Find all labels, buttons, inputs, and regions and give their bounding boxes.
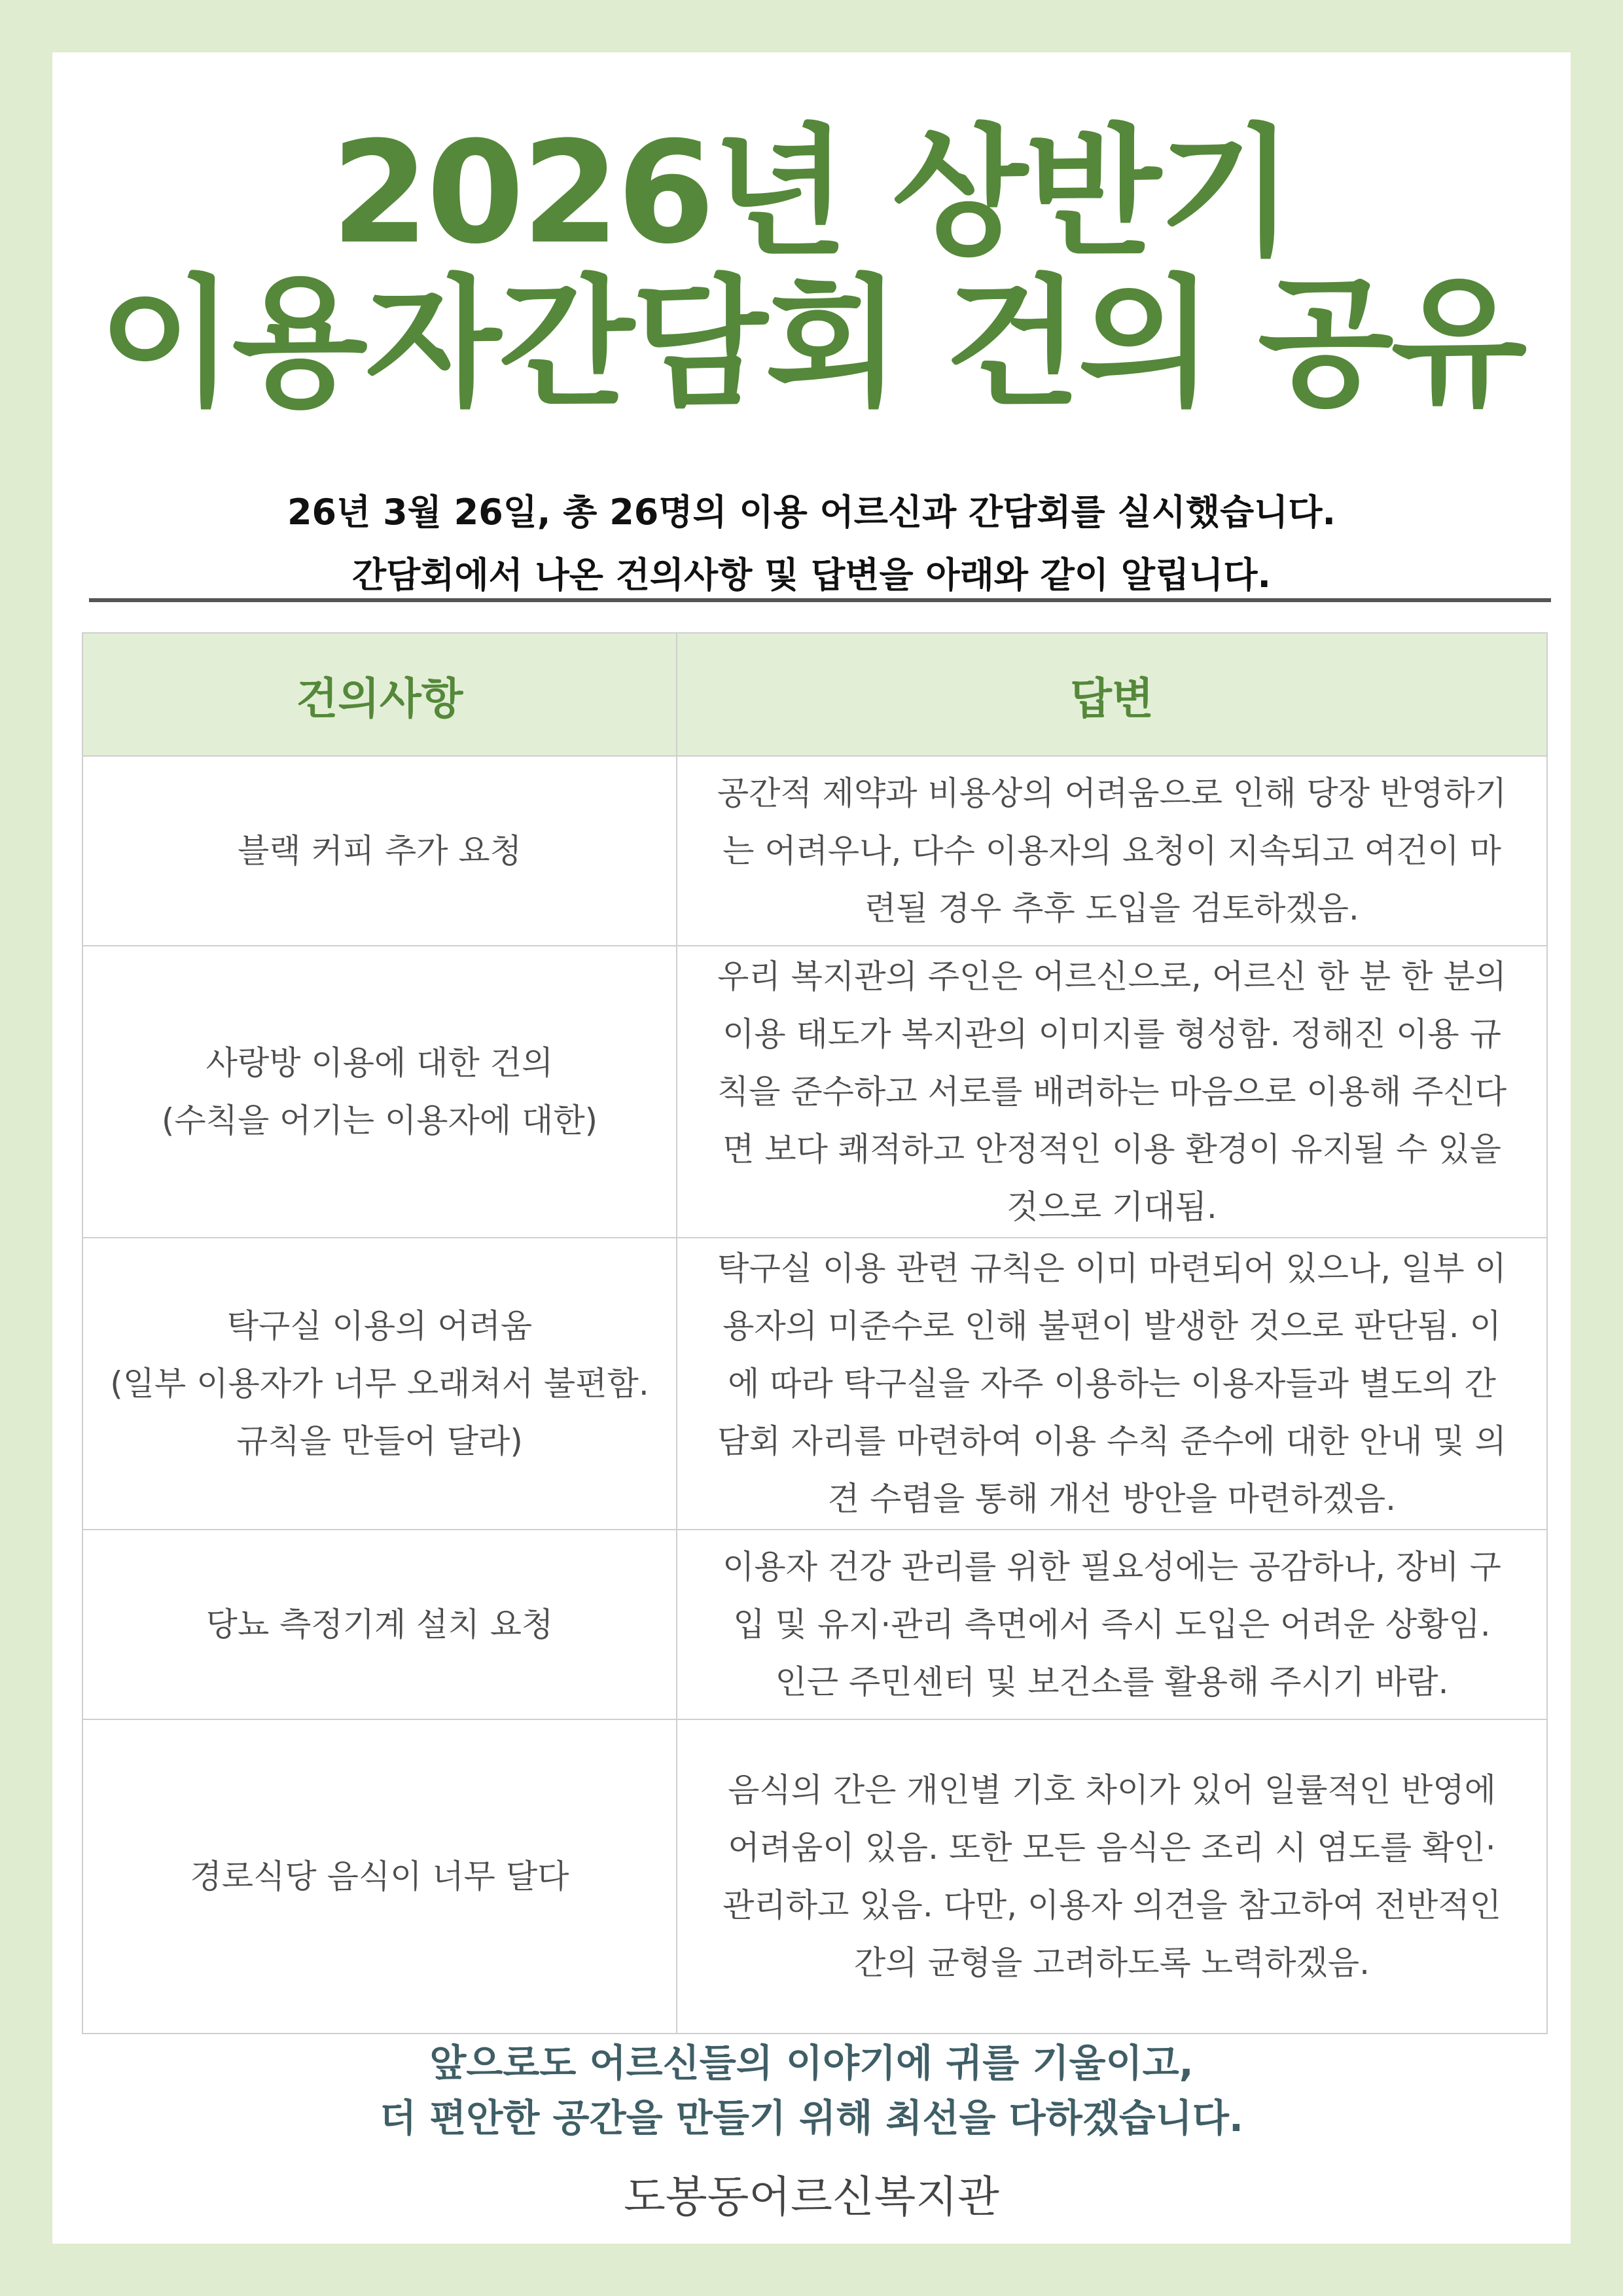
notice-sheet: [52, 52, 1571, 2244]
answer-line: 견 수렴을 통해 개선 방안을 마련하겠음.: [827, 1480, 1397, 1518]
answer-line: 는 어려우나, 다수 이용자의 요청이 지속되고 여건이 마: [722, 832, 1501, 870]
suggestion-line: (수칙을 어기는 이용자에 대한): [161, 1102, 598, 1139]
table-row: [82, 1719, 1547, 2034]
suggestion-line: 탁구실 이용의 어려움: [226, 1307, 533, 1345]
closing-line-2: 더 편안한 공간을 만들기 위해 최선을 다하겠습니다.: [380, 2096, 1243, 2140]
answer-line: 이용자 건강 관리를 위한 필요성에는 공감하나, 장비 구: [722, 1548, 1501, 1586]
answer-line: 담회 자리를 마련하여 이용 수칙 준수에 대한 안내 및 의: [717, 1422, 1507, 1460]
organization-name: 도봉동어르신복지관: [624, 2172, 999, 2222]
table-row: [82, 1530, 1547, 1719]
answer-line: 칙을 준수하고 서로를 배려하는 마음으로 이용해 주신다: [717, 1073, 1507, 1111]
suggestion-line: 규칙을 만들어 달라): [236, 1422, 523, 1460]
suggestion-table: [82, 632, 1548, 2034]
suggestion-line: (일부 이용자가 너무 오래쳐서 불편함.: [110, 1365, 649, 1403]
answer-line: 용자의 미준수로 인해 불편이 발생한 것으로 판단됨. 이: [722, 1307, 1501, 1345]
intro-line-2: 간담회에서 나온 건의사항 및 답변을 아래와 같이 알립니다.: [351, 554, 1272, 596]
answer-line: 이용 태도가 복지관의 이미지를 형성함. 정해진 이용 규: [722, 1015, 1501, 1053]
suggestion-line: 경로식당 음식이 너무 달다: [190, 1857, 569, 1895]
header-answer: 답변: [677, 633, 1547, 756]
divider: [89, 598, 1551, 602]
answer-line: 우리 복지관의 주인은 어르신으로, 어르신 한 분 한 분의: [717, 958, 1507, 996]
title-line-2: 이용자간담회 건의 공유: [98, 261, 1525, 425]
suggestion-line: 블랙 커피 추가 요청: [237, 832, 522, 870]
intro-text: [52, 481, 1571, 607]
table-header-row: [82, 633, 1547, 756]
answer-line: 면 보다 쾌적하고 안정적인 이용 환경이 유지될 수 있을: [722, 1130, 1501, 1168]
answer-line: 음식의 간은 개인별 기호 차이가 있어 일률적인 반영에: [728, 1771, 1496, 1809]
answer-cell: [677, 1238, 1547, 1530]
answer-line: 관리하고 있음. 다만, 이용자 의견을 참고하여 전반적인: [722, 1886, 1501, 1924]
table-row: [82, 946, 1547, 1238]
suggestion-line: 당뇨 측정기계 설치 요청: [205, 1605, 554, 1643]
closing-line-1: 앞으로도 어르신들의 이야기에 귀를 기울이고,: [429, 2041, 1194, 2085]
suggestion-cell: [82, 946, 677, 1238]
answer-line: 것으로 기대됨.: [1007, 1188, 1217, 1226]
suggestion-cell: [82, 756, 677, 946]
header-suggestion: 건의사항: [82, 633, 677, 756]
answer-line: 탁구실 이용 관련 규칙은 이미 마련되어 있으나, 일부 이: [717, 1249, 1507, 1287]
suggestion-cell: [82, 1719, 677, 2034]
title-line-1: 2026년 상반기: [331, 111, 1292, 275]
answer-line: 인근 주민센터 및 보건소를 활용해 주시기 바람.: [775, 1663, 1449, 1701]
table-row: [82, 756, 1547, 946]
answer-line: 공간적 제약과 비용상의 어려움으로 인해 당장 반영하기: [717, 774, 1507, 812]
closing-message: [52, 2036, 1571, 2145]
intro-line-1: 26년 3월 26일, 총 26명의 이용 어르신과 간담회를 실시했습니다.: [287, 492, 1336, 533]
answer-line: 에 따라 탁구실을 자주 이용하는 이용자들과 별도의 간: [728, 1365, 1496, 1403]
suggestion-cell: [82, 1238, 677, 1530]
answer-line: 입 및 유지·관리 측면에서 즉시 도입은 어려운 상황임.: [733, 1605, 1491, 1643]
table-row: [82, 1238, 1547, 1530]
answer-line: 련될 경우 추후 도입을 검토하겠음.: [865, 889, 1359, 927]
answer-line: 어려움이 있음. 또한 모든 음식은 조리 시 염도를 확인·: [728, 1829, 1496, 1867]
suggestion-line: 사랑방 이용에 대한 건의: [205, 1044, 554, 1082]
suggestion-cell: [82, 1530, 677, 1719]
answer-cell: [677, 946, 1547, 1238]
answer-line: 간의 균형을 고려하도록 노력하겠음.: [853, 1944, 1370, 1982]
answer-cell: [677, 1719, 1547, 2034]
answer-cell: [677, 756, 1547, 946]
answer-cell: [677, 1530, 1547, 1719]
